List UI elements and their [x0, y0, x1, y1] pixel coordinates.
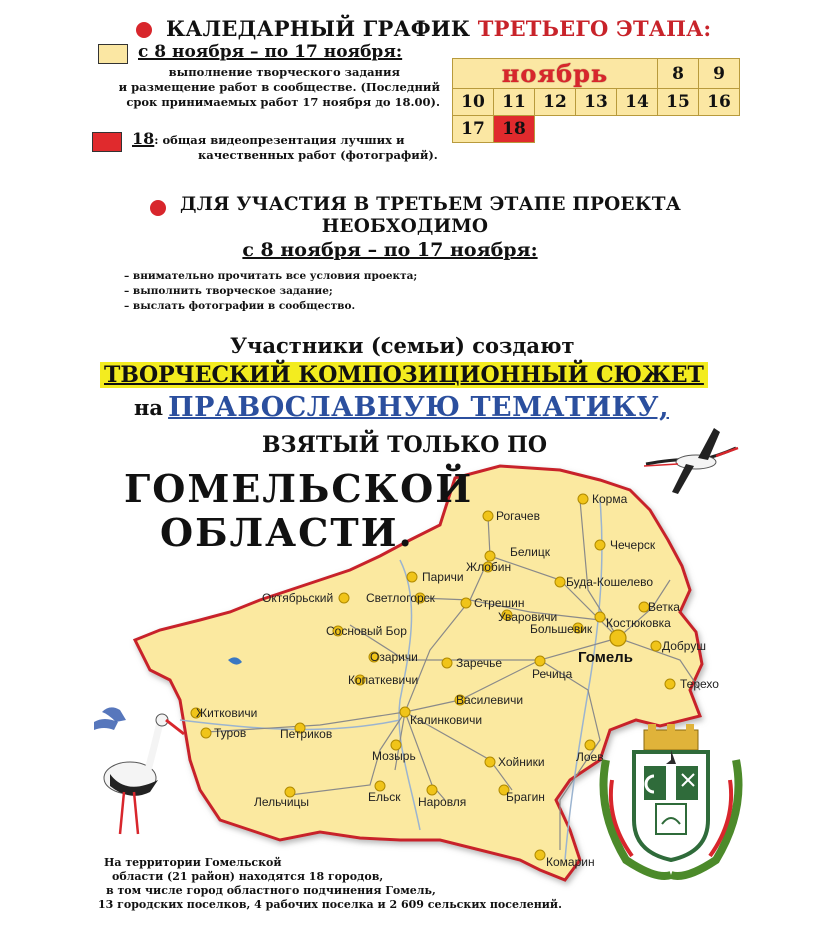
city-label: Речица — [532, 667, 573, 681]
schedule-heading-black: КАЛЕДАРНЫЙ ГРАФИК — [166, 16, 471, 41]
city-label: Наровля — [418, 795, 467, 809]
standing-stork-illustration — [80, 700, 190, 840]
list-item: – выслать фотографии в сообщество. — [124, 300, 356, 312]
city-label: Терехо — [680, 677, 719, 691]
city-label: Корма — [592, 492, 628, 506]
list-item: – выполнить творческое задание; — [124, 285, 333, 297]
calendar-day-highlighted: 18 — [494, 116, 535, 143]
city-label: Костюковка — [606, 616, 671, 630]
participation-heading-line1: ДЛЯ УЧАСТИЯ В ТРЕТЬЕМ ЭТАПЕ ПРОЕКТА — [180, 194, 681, 215]
period2-label: 18 — [132, 129, 155, 148]
footer-text — [98, 856, 658, 912]
city-label: Добруш — [662, 639, 706, 653]
participation-heading-line2: НЕОБХОДИМО — [321, 216, 489, 237]
city-label: Светлогорск — [366, 591, 435, 605]
city-label: Буда-Кошелево — [566, 575, 654, 589]
city-label: Паричи — [422, 570, 464, 584]
headline-line4: ВЗЯТЫЙ ТОЛЬКО ПО — [262, 432, 548, 458]
city-label: Заречье — [456, 656, 503, 670]
headline-line3-blue: ПРАВОСЛАВНУЮ ТЕМАТИКУ, — [168, 392, 669, 423]
city-label: Озаричи — [370, 650, 418, 664]
city-label: Октябрьский — [262, 591, 334, 605]
city-label: Василевичи — [456, 693, 524, 707]
footer-line4: 13 городских поселков, 4 рабочих поселка и 2 609 сельских поселений. — [98, 898, 562, 911]
calendar-day: 16 — [699, 89, 740, 116]
city-label: Стрешин — [474, 596, 525, 610]
calendar-day: 14 — [617, 89, 658, 116]
city-label: Сосновый Бор — [326, 624, 407, 638]
city-label: Ветка — [648, 600, 680, 614]
city-label: Рогачев — [496, 509, 540, 523]
footer-line1: На территории Гомельской — [104, 856, 282, 869]
period2-desc-line2: качественных работ (фотографий). — [198, 148, 438, 162]
calendar-month: ноябрь — [453, 59, 658, 89]
period1-desc-line2: и размещение работ в сообществе. (Последний — [118, 80, 440, 94]
city-label: Мозырь — [372, 749, 416, 763]
city-label: Большевик — [530, 622, 593, 636]
city-label: Жлобин — [466, 560, 512, 574]
capital-label: Гомель — [578, 649, 633, 666]
city-label: Калинковичи — [410, 713, 483, 727]
calendar-day: 11 — [494, 89, 535, 116]
calendar-day: 9 — [699, 59, 740, 89]
footer-line3: в том числе город областного подчинения Гомель, — [106, 884, 436, 897]
city-label: Комарин — [546, 855, 595, 869]
footer-line2: области (21 район) находятся 18 городов, — [112, 870, 384, 883]
period1-desc-line1: выполнение творческого задания — [168, 65, 400, 79]
city-label: Брагин — [506, 790, 545, 804]
calendar-day: 10 — [453, 89, 494, 116]
city-label: Лельчицы — [254, 795, 310, 809]
city-label: Хойники — [498, 755, 545, 769]
city-label: Ельск — [368, 790, 401, 804]
period1-label: с 8 ноября – по 17 ноября: — [138, 42, 403, 62]
calendar-day: 8 — [658, 59, 699, 89]
city-label: Уваровичи — [498, 610, 558, 624]
city-label: Чечерск — [610, 538, 656, 552]
city-label: Житковичи — [196, 706, 258, 720]
flying-stork-illustration — [638, 420, 748, 500]
city-label: Копаткевичи — [348, 673, 419, 687]
headline-line2: ТВОРЧЕСКИЙ КОМПОЗИЦИОННЫЙ СЮЖЕТ — [100, 362, 708, 388]
calendar-day: 13 — [576, 89, 617, 116]
calendar-day: 12 — [535, 89, 576, 116]
capital-marker — [610, 630, 626, 646]
period2-desc-line1: : общая видеопрезентация лучших и — [154, 133, 405, 147]
city-label: Белицк — [510, 545, 550, 559]
headline-line5: ГОМЕЛЬСКОЙ — [124, 466, 474, 511]
schedule-heading-red: ТРЕТЬЕГО ЭТАПА: — [477, 16, 712, 41]
calendar-day: 17 — [453, 116, 494, 143]
participation-period: с 8 ноября – по 17 ноября: — [242, 239, 538, 261]
calendar-day: 15 — [658, 89, 699, 116]
headline-line6: ОБЛАСТИ. — [160, 510, 414, 555]
headline-line3-prefix: на — [134, 395, 163, 420]
city-label: Петриков — [280, 727, 333, 741]
city-label: Лоев — [576, 750, 604, 764]
period1-desc-line3: срок принимаемых работ 17 ноября до 18.00). — [126, 95, 440, 109]
city-label: Туров — [214, 726, 247, 740]
headline-line1: Участники (семьи) создают — [230, 333, 575, 358]
list-item: – внимательно прочитать все условия проекта; — [124, 270, 418, 282]
